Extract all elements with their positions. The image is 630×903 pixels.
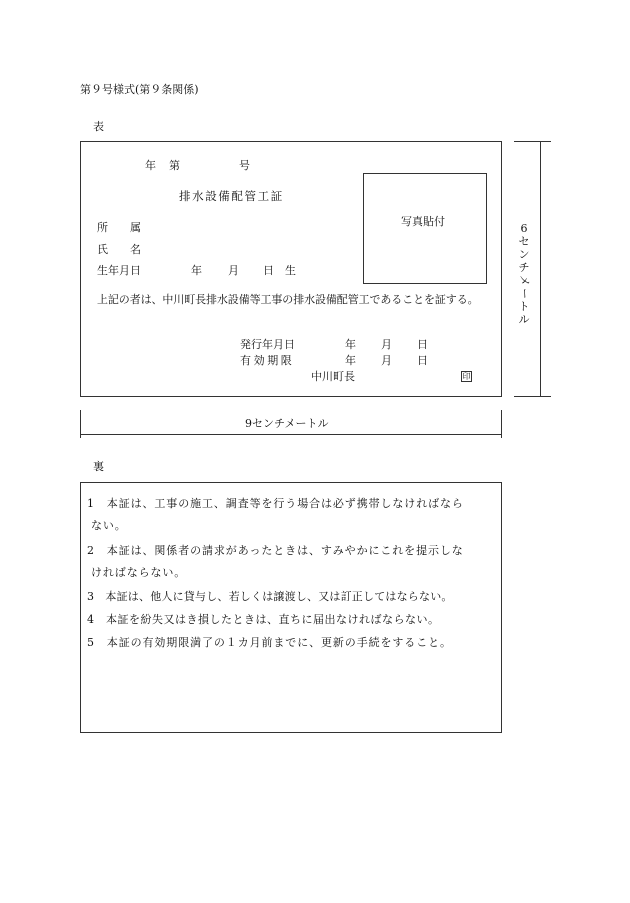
back-section-label: 裏 xyxy=(93,460,104,473)
width-dimension-line xyxy=(80,434,502,435)
number-prefix: 第 xyxy=(169,159,180,172)
birth-day: 日 xyxy=(263,264,274,277)
front-section-label: 表 xyxy=(93,120,104,133)
issue-year-label: 年 xyxy=(145,159,156,172)
height-dimension-top-tick xyxy=(514,141,551,142)
certificate-back-card xyxy=(80,482,502,733)
back-line-7: 5 本証の有効期限満了の１カ月前までに、更新の手続をすること。 xyxy=(87,636,452,649)
certificate-title: 排水設備配管工証 xyxy=(179,189,284,203)
back-line-5: 3 本証は、他人に貸与し、若しくは譲渡し、又は訂正してはならない。 xyxy=(87,590,453,603)
birthdate-label: 生年月日 xyxy=(97,264,141,277)
height-char-7: ル xyxy=(518,313,530,326)
height-dimension-line xyxy=(540,141,541,397)
back-line-6: 4 本証を紛失又はき損したときは、直ちに届出なければならない。 xyxy=(87,613,440,626)
name-label: 氏 名 xyxy=(97,243,141,256)
affiliation-label: 所 属 xyxy=(97,221,141,234)
back-line-1: 1 本証は、工事の施工、調査等を行う場合は必ず携帯しなければなら xyxy=(87,497,464,510)
seal-mark: 印 xyxy=(462,372,471,381)
height-char-6: ト xyxy=(518,300,530,313)
photo-box xyxy=(363,173,487,284)
issue-date-day: 日 xyxy=(417,338,428,351)
height-char-0: 6 xyxy=(520,222,528,235)
issue-date-label: 発行年月日 xyxy=(240,338,295,351)
birth-suffix: 生 xyxy=(285,264,296,277)
birth-year: 年 xyxy=(191,264,202,277)
back-line-3: 2 本証は、関係者の請求があったときは、すみやかにこれを提示しな xyxy=(87,544,464,557)
number-suffix: 号 xyxy=(239,159,250,172)
issue-date-month: 月 xyxy=(381,338,392,351)
validity-year: 年 xyxy=(345,354,356,367)
height-char-2: ン xyxy=(518,248,530,261)
validity-label: 有効期限 xyxy=(240,354,295,367)
height-char-1: セ xyxy=(518,235,530,248)
height-dimension-bottom-tick xyxy=(514,396,551,397)
height-char-3: チ xyxy=(518,261,530,274)
back-line-4: ければならない。 xyxy=(91,566,187,579)
certification-statement: 上記の者は、中川町長排水設備等工事の排水設備配管工であることを証する。 xyxy=(97,293,479,306)
form-title: 第９号様式(第９条関係) xyxy=(80,83,199,96)
height-char-4: メ xyxy=(517,275,531,286)
certificate-front-card xyxy=(80,141,502,397)
height-dimension-label xyxy=(518,222,530,326)
width-dimension-label: 9センチメートル xyxy=(245,417,329,430)
validity-day: 日 xyxy=(417,354,428,367)
issue-date-year: 年 xyxy=(345,338,356,351)
back-line-2: ない。 xyxy=(91,519,127,532)
issuer-name: 中川町長 xyxy=(311,370,355,383)
height-char-5: ー xyxy=(517,288,531,299)
photo-label: 写真貼付 xyxy=(401,215,445,228)
validity-month: 月 xyxy=(381,354,392,367)
birth-month: 月 xyxy=(228,264,239,277)
